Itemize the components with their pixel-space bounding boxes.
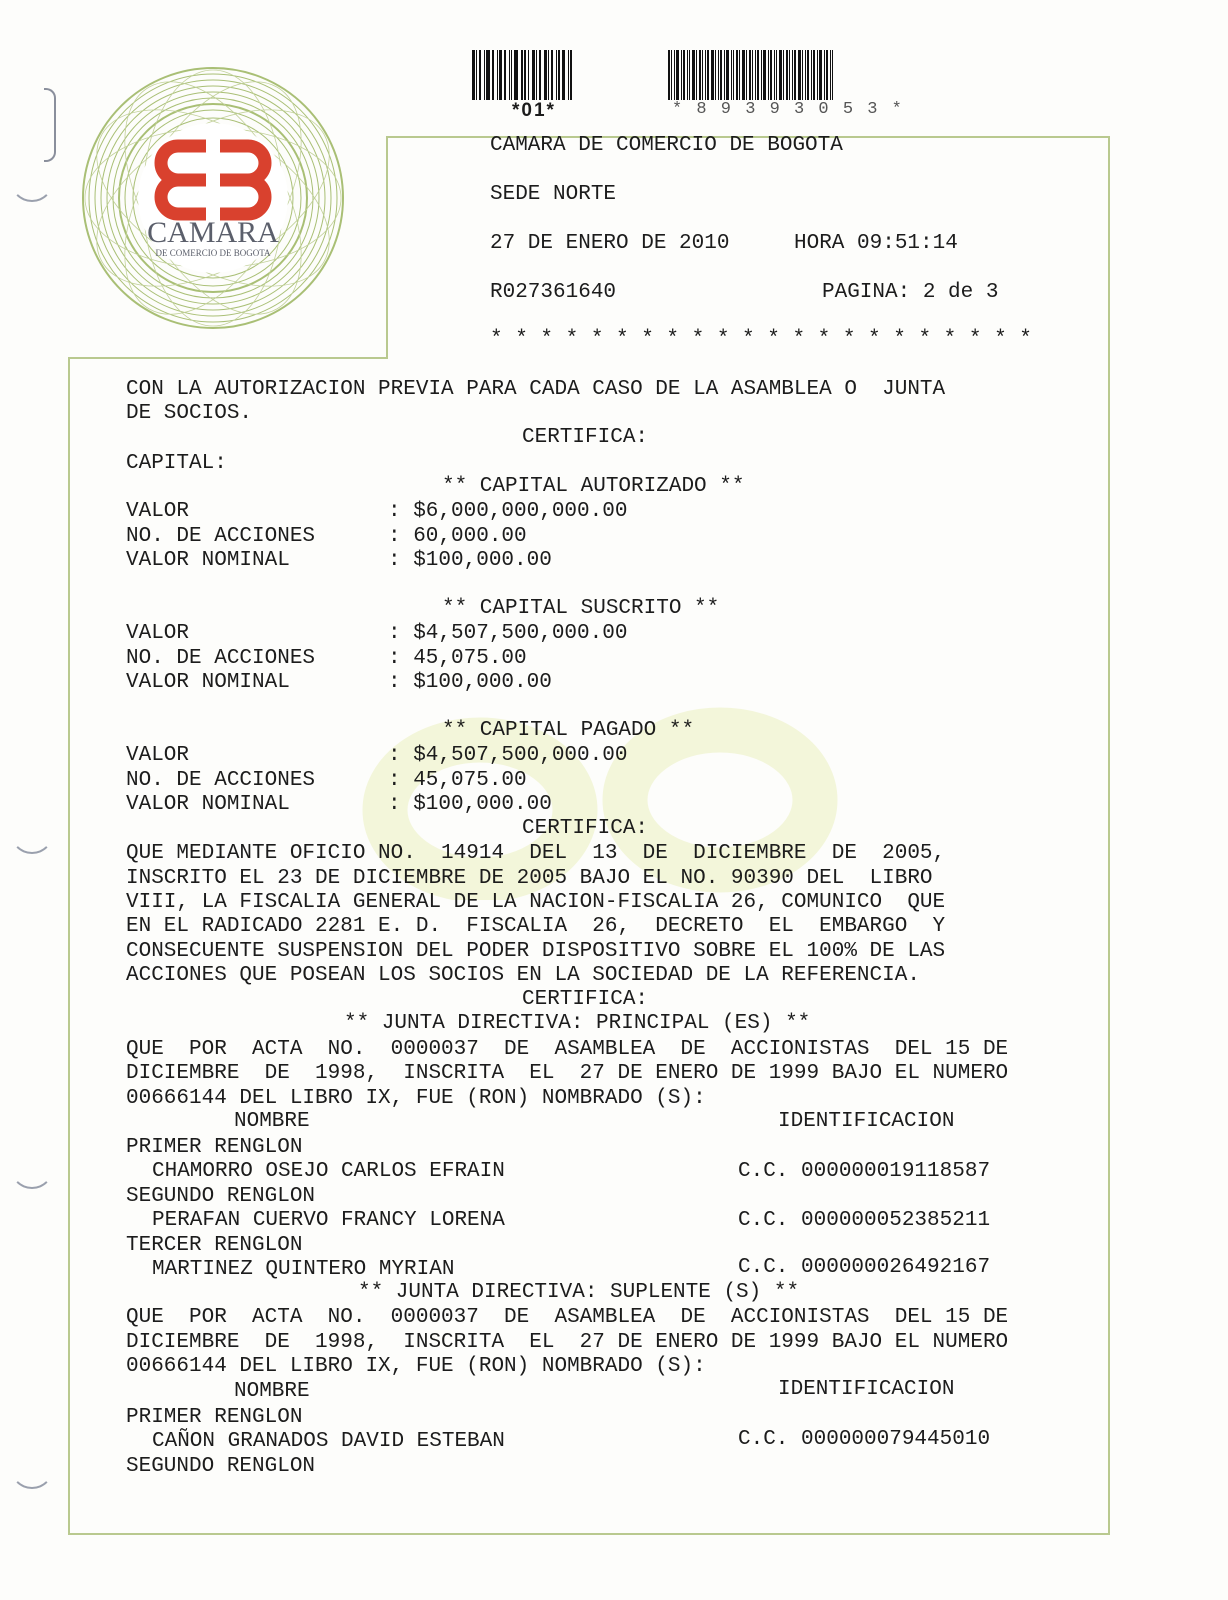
acta-line: 00666144 DEL LIBRO IX, FUE (RON) NOMBRADO (S): [126,1355,706,1378]
frame-right [1108,136,1110,1534]
barcode-bar [807,50,809,100]
barcode-bar [776,50,777,100]
barcode-bar [696,50,697,100]
header-date: 27 DE ENERO DE 2010 [490,232,730,255]
intro-line: DE SOCIOS. [126,402,253,425]
barcode-bar [570,50,572,100]
acta-line: DICIEMBRE DE 1998, INSCRITA EL 27 DE ENERO DE 1999 BAJO EL NUMERO [126,1062,1009,1085]
camara-comercio-logo [78,60,348,335]
punch-hole-mark [10,1445,54,1489]
column-nombre: NOMBRE [234,1110,310,1133]
barcode-bar [536,50,537,100]
barcode-bar [739,50,740,100]
frame-left [68,357,70,1534]
barcode-bar [674,50,675,100]
certifica-heading: CERTIFICA: [522,817,649,840]
barcode-right-text: * 8 9 3 9 3 0 5 3 * [672,100,904,119]
nominal-label: VALOR NOMINAL [126,549,290,572]
barcode-bar [568,50,569,100]
barcode-bar [817,50,818,100]
punch-hole-mark [10,810,54,854]
acciones-value: : 45,075.00 [388,769,527,792]
certifica-heading: CERTIFICA: [522,988,649,1011]
barcode-bar [798,50,801,100]
barcode-bar [824,50,825,100]
barcode-bar [486,50,490,100]
header-time: HORA 09:51:14 [794,232,958,255]
barcode-bar [532,50,535,100]
valor-value: : $4,507,500,000.00 [388,622,628,645]
frame-logo-right [386,136,388,358]
barcode-bar [699,50,701,100]
barcode-bar [811,50,812,100]
barcode-bar [528,50,529,100]
barcode-bar [794,50,796,100]
nominal-value: : $100,000.00 [388,549,552,572]
barcode-bar [556,50,557,100]
barcode-bar [826,50,828,100]
capital-autorizado-title: ** CAPITAL AUTORIZADO ** [442,475,745,498]
acciones-label: NO. DE ACCIONES [126,769,316,792]
oficio-line: CONSECUENTE SUSPENSION DEL PODER DISPOSITIVO SOBRE EL 100% DE LAS [126,940,946,963]
barcode-bar [509,50,510,100]
barcode-bar [497,50,498,100]
renglon-label: SEGUNDO RENGLON [126,1455,316,1478]
intro-line: CON LA AUTORIZACION PREVIA PARA CADA CASO DE LA ASAMBLEA O JUNTA [126,378,946,401]
barcode-bar [742,50,745,100]
member-name: MARTINEZ QUINTERO MYRIAN [152,1258,455,1281]
barcode-bar [687,50,688,100]
acciones-value: : 45,075.00 [388,647,527,670]
barcode-bar [548,50,549,100]
barcode-bar [789,50,790,100]
barcode-bar [779,50,782,100]
member-name: CHAMORRO OSEJO CARLOS EFRAIN [152,1160,505,1183]
renglon-label: PRIMER RENGLON [126,1406,303,1429]
junta-principal-title: ** JUNTA DIRECTIVA: PRINCIPAL (ES) ** [344,1012,811,1035]
barcode-bar [731,50,732,100]
frame-bottom [68,1533,1110,1535]
barcode-bar [499,50,502,100]
barcode-bar [757,50,759,100]
acta-line: 00666144 DEL LIBRO IX, FUE (RON) NOMBRADO (S): [126,1087,706,1110]
barcode-bar [726,50,729,100]
barcode-bar [492,50,494,100]
barcode-bar [720,50,722,100]
barcode-bar [479,50,481,100]
member-name: CAÑON GRANADOS DAVID ESTEBAN [152,1430,505,1453]
acta-line: QUE POR ACTA NO. 0000037 DE ASAMBLEA DE ACCIONISTAS DEL 15 DE [126,1306,1009,1329]
oficio-line: INSCRITO EL 23 DE DICIEMBRE DE 2005 BAJO EL NO. 90390 DEL LIBRO [126,867,933,890]
barcode-bar [705,50,706,100]
barcode-bar [558,50,560,100]
barcode-bar [472,50,475,100]
header-entity: CAMARA DE COMERCIO DE BOGOTA [490,134,843,157]
member-id: C.C. 000000019118587 [738,1160,991,1183]
barcode-bar [689,50,690,100]
renglon-label: PRIMER RENGLON [126,1136,303,1159]
barcode-bar [671,50,672,100]
barcode-bar [514,50,518,100]
barcode-bar [763,50,766,100]
punch-hole-mark [10,1145,54,1189]
barcode-bar [681,50,682,100]
nominal-label: VALOR NOMINAL [126,671,290,694]
oficio-line: EN EL RADICADO 2281 E. D. FISCALIA 26, DECRETO EL EMBARGO Y [126,915,946,938]
barcode-bar [749,50,751,100]
barcode-bar [551,50,553,100]
nominal-value: : $100,000.00 [388,671,552,694]
staple-mark [44,88,56,162]
acta-line: QUE POR ACTA NO. 0000037 DE ASAMBLEA DE ACCIONISTAS DEL 15 DE [126,1038,1009,1061]
header-branch: SEDE NORTE [490,183,617,206]
barcode-bar [702,50,703,100]
oficio-line: ACCIONES QUE POSEAN LOS SOCIOS EN LA SOCIEDAD DE LA REFERENCIA. [126,964,920,987]
barcode-left-text: *01* [512,100,556,121]
barcode-bar [715,50,716,100]
oficio-line: QUE MEDIANTE OFICIO NO. 14914 DEL 13 DE DICIEMBRE DE 2005, [126,842,946,865]
barcode-bar [733,50,734,100]
column-identificacion: IDENTIFICACION [778,1378,955,1401]
barcode-bar [819,50,822,100]
barcode-bar [676,50,679,100]
barcode-bar [761,50,762,100]
nominal-value: : $100,000.00 [388,793,552,816]
barcode-bar [724,50,725,100]
barcode-bar [802,50,803,100]
member-id: C.C. 000000052385211 [738,1209,991,1232]
barcode-bar [830,50,831,100]
valor-label: VALOR [126,744,190,767]
column-identificacion: IDENTIFICACION [778,1110,955,1133]
barcode-bar [521,50,523,100]
barcode-bar [683,50,685,100]
header-stars: * * * * * * * * * * * * * * * * * * * * * * [490,328,1032,351]
barcode-bar [792,50,793,100]
column-nombre: NOMBRE [234,1380,310,1403]
capital-label: CAPITAL: [126,452,227,475]
barcode-bar [707,50,709,100]
nominal-label: VALOR NOMINAL [126,793,290,816]
barcode-bar [504,50,506,100]
acta-line: DICIEMBRE DE 1998, INSCRITA EL 27 DE ENERO DE 1999 BAJO EL NUMERO [126,1331,1009,1354]
barcode-bar [805,50,806,100]
header-code: R027361640 [490,281,617,304]
barcode-bar [511,50,512,100]
renglon-label: SEGUNDO RENGLON [126,1185,316,1208]
barcode-bar [786,50,788,100]
punch-hole-mark [10,158,54,202]
barcode-bar [832,50,833,100]
acciones-label: NO. DE ACCIONES [126,525,316,548]
valor-value: : $4,507,500,000.00 [388,744,628,767]
member-id: C.C. 000000079445010 [738,1428,991,1451]
barcode-bar [774,50,775,100]
capital-suscrito-title: ** CAPITAL SUSCRITO ** [442,597,720,620]
barcode-bar [692,50,695,100]
barcode-bar [752,50,753,100]
barcode-left [472,50,602,100]
valor-value: : $6,000,000,000.00 [388,500,628,523]
barcode-bar [718,50,719,100]
barcode-bar [544,50,547,100]
barcode-bar [736,50,738,100]
barcode-bar [711,50,714,100]
barcode-bar [484,50,485,100]
barcode-bar [524,50,526,100]
barcode-bar [770,50,772,100]
barcode-bar [813,50,815,100]
certifica-heading: CERTIFICA: [522,426,649,449]
header-page: PAGINA: 2 de 3 [822,281,999,304]
acciones-value: : 60,000.00 [388,525,527,548]
renglon-label: TERCER RENGLON [126,1234,303,1257]
valor-label: VALOR [126,622,190,645]
member-id: C.C. 000000026492167 [738,1256,991,1279]
frame-logo-bottom [68,357,388,359]
junta-suplente-title: ** JUNTA DIRECTIVA: SUPLENTE (S) ** [358,1281,800,1304]
barcode-bar [539,50,541,100]
oficio-line: VIII, LA FISCALIA GENERAL DE LA NACION-FISCALIA 26, COMUNICO QUE [126,891,946,914]
valor-label: VALOR [126,500,190,523]
barcode-bar [783,50,784,100]
barcode-right [668,50,914,100]
member-name: PERAFAN CUERVO FRANCY LORENA [152,1209,505,1232]
barcode-bar [476,50,477,100]
acciones-label: NO. DE ACCIONES [126,647,316,670]
logo-name: CAMARA [147,216,279,249]
barcode-bar [746,50,747,100]
capital-pagado-title: ** CAPITAL PAGADO ** [442,719,695,742]
barcode-bar [562,50,565,100]
barcode-bar [668,50,670,100]
barcode-bar [755,50,756,100]
logo-subtitle: DE COMERCIO DE BOGOTA [155,248,271,258]
barcode-bar [768,50,769,100]
